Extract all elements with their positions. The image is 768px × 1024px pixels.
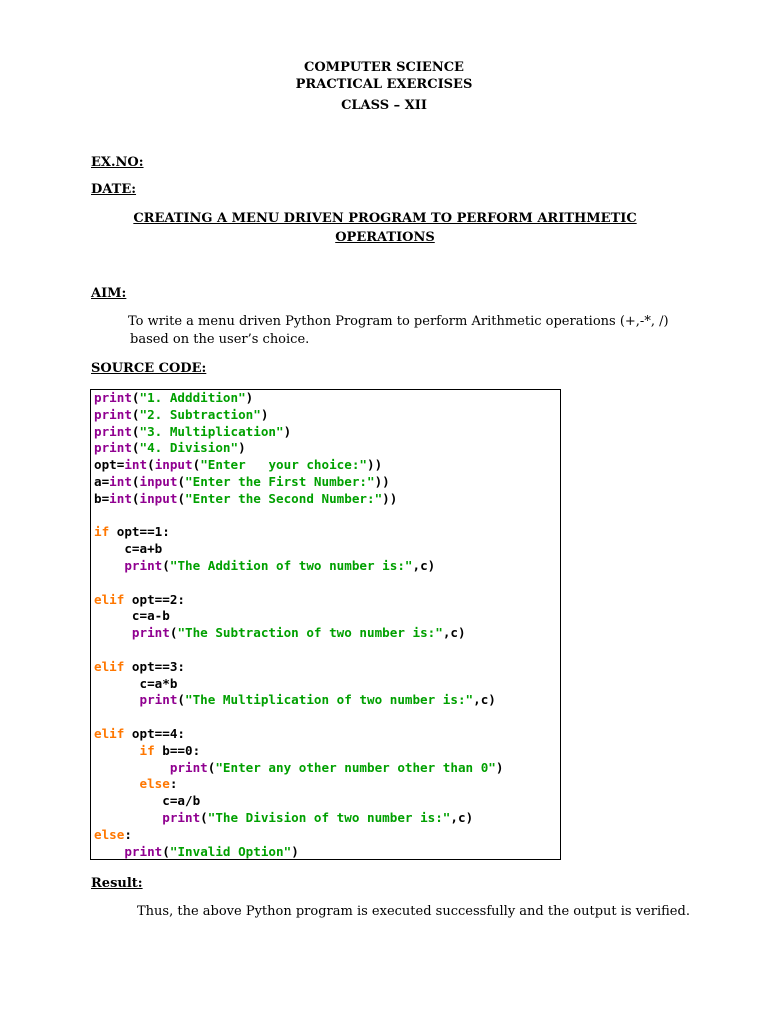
aim-text-line2: based on the user’s choice. — [130, 332, 310, 347]
header-class: CLASS – XII — [341, 98, 427, 113]
header-subject: COMPUTER SCIENCE — [304, 60, 464, 75]
exercise-title — [120, 209, 650, 247]
source-code-label: SOURCE CODE: — [91, 361, 207, 376]
source-code: print("1. Adddition") print("2. Subtraction") print("3. Multiplication") print("4. Division") opt=int(input("Enter your choice:")) a=int(input("Enter the First Number:")) b=int(input("Enter the Second Number:")) if opt==1: c=a+b print("The Addition of two number is:",c) elif opt==2: c=a-b print("The Subtraction of two number is:",c) elif opt==3: c=a*b print("The Multiplication of two number is:",c) elif opt==4: if b==0: print("Enter any other number other than 0") else: c=a/b print("The Division of two number is:",c) else: print("Invalid Option") — [94, 390, 504, 859]
exercise-title-line1: CREATING A MENU DRIVEN PROGRAM TO PERFORM ARITHMETIC — [133, 211, 637, 226]
exercise-title-line2: OPERATIONS — [335, 230, 435, 245]
source-code-box — [90, 389, 561, 860]
result-text: Thus, the above Python program is executed successfully and the output is verified. — [137, 904, 690, 919]
aim-text-line1: To write a menu driven Python Program to perform Arithmetic operations (+,-*, /) — [128, 314, 669, 329]
result-label: Result: — [91, 876, 143, 891]
date-label: DATE: — [91, 182, 137, 197]
header-practical: PRACTICAL EXERCISES — [295, 77, 473, 92]
ex-no-label: EX.NO: — [91, 155, 144, 170]
aim-text — [128, 313, 703, 349]
aim-label: AIM: — [91, 286, 127, 301]
